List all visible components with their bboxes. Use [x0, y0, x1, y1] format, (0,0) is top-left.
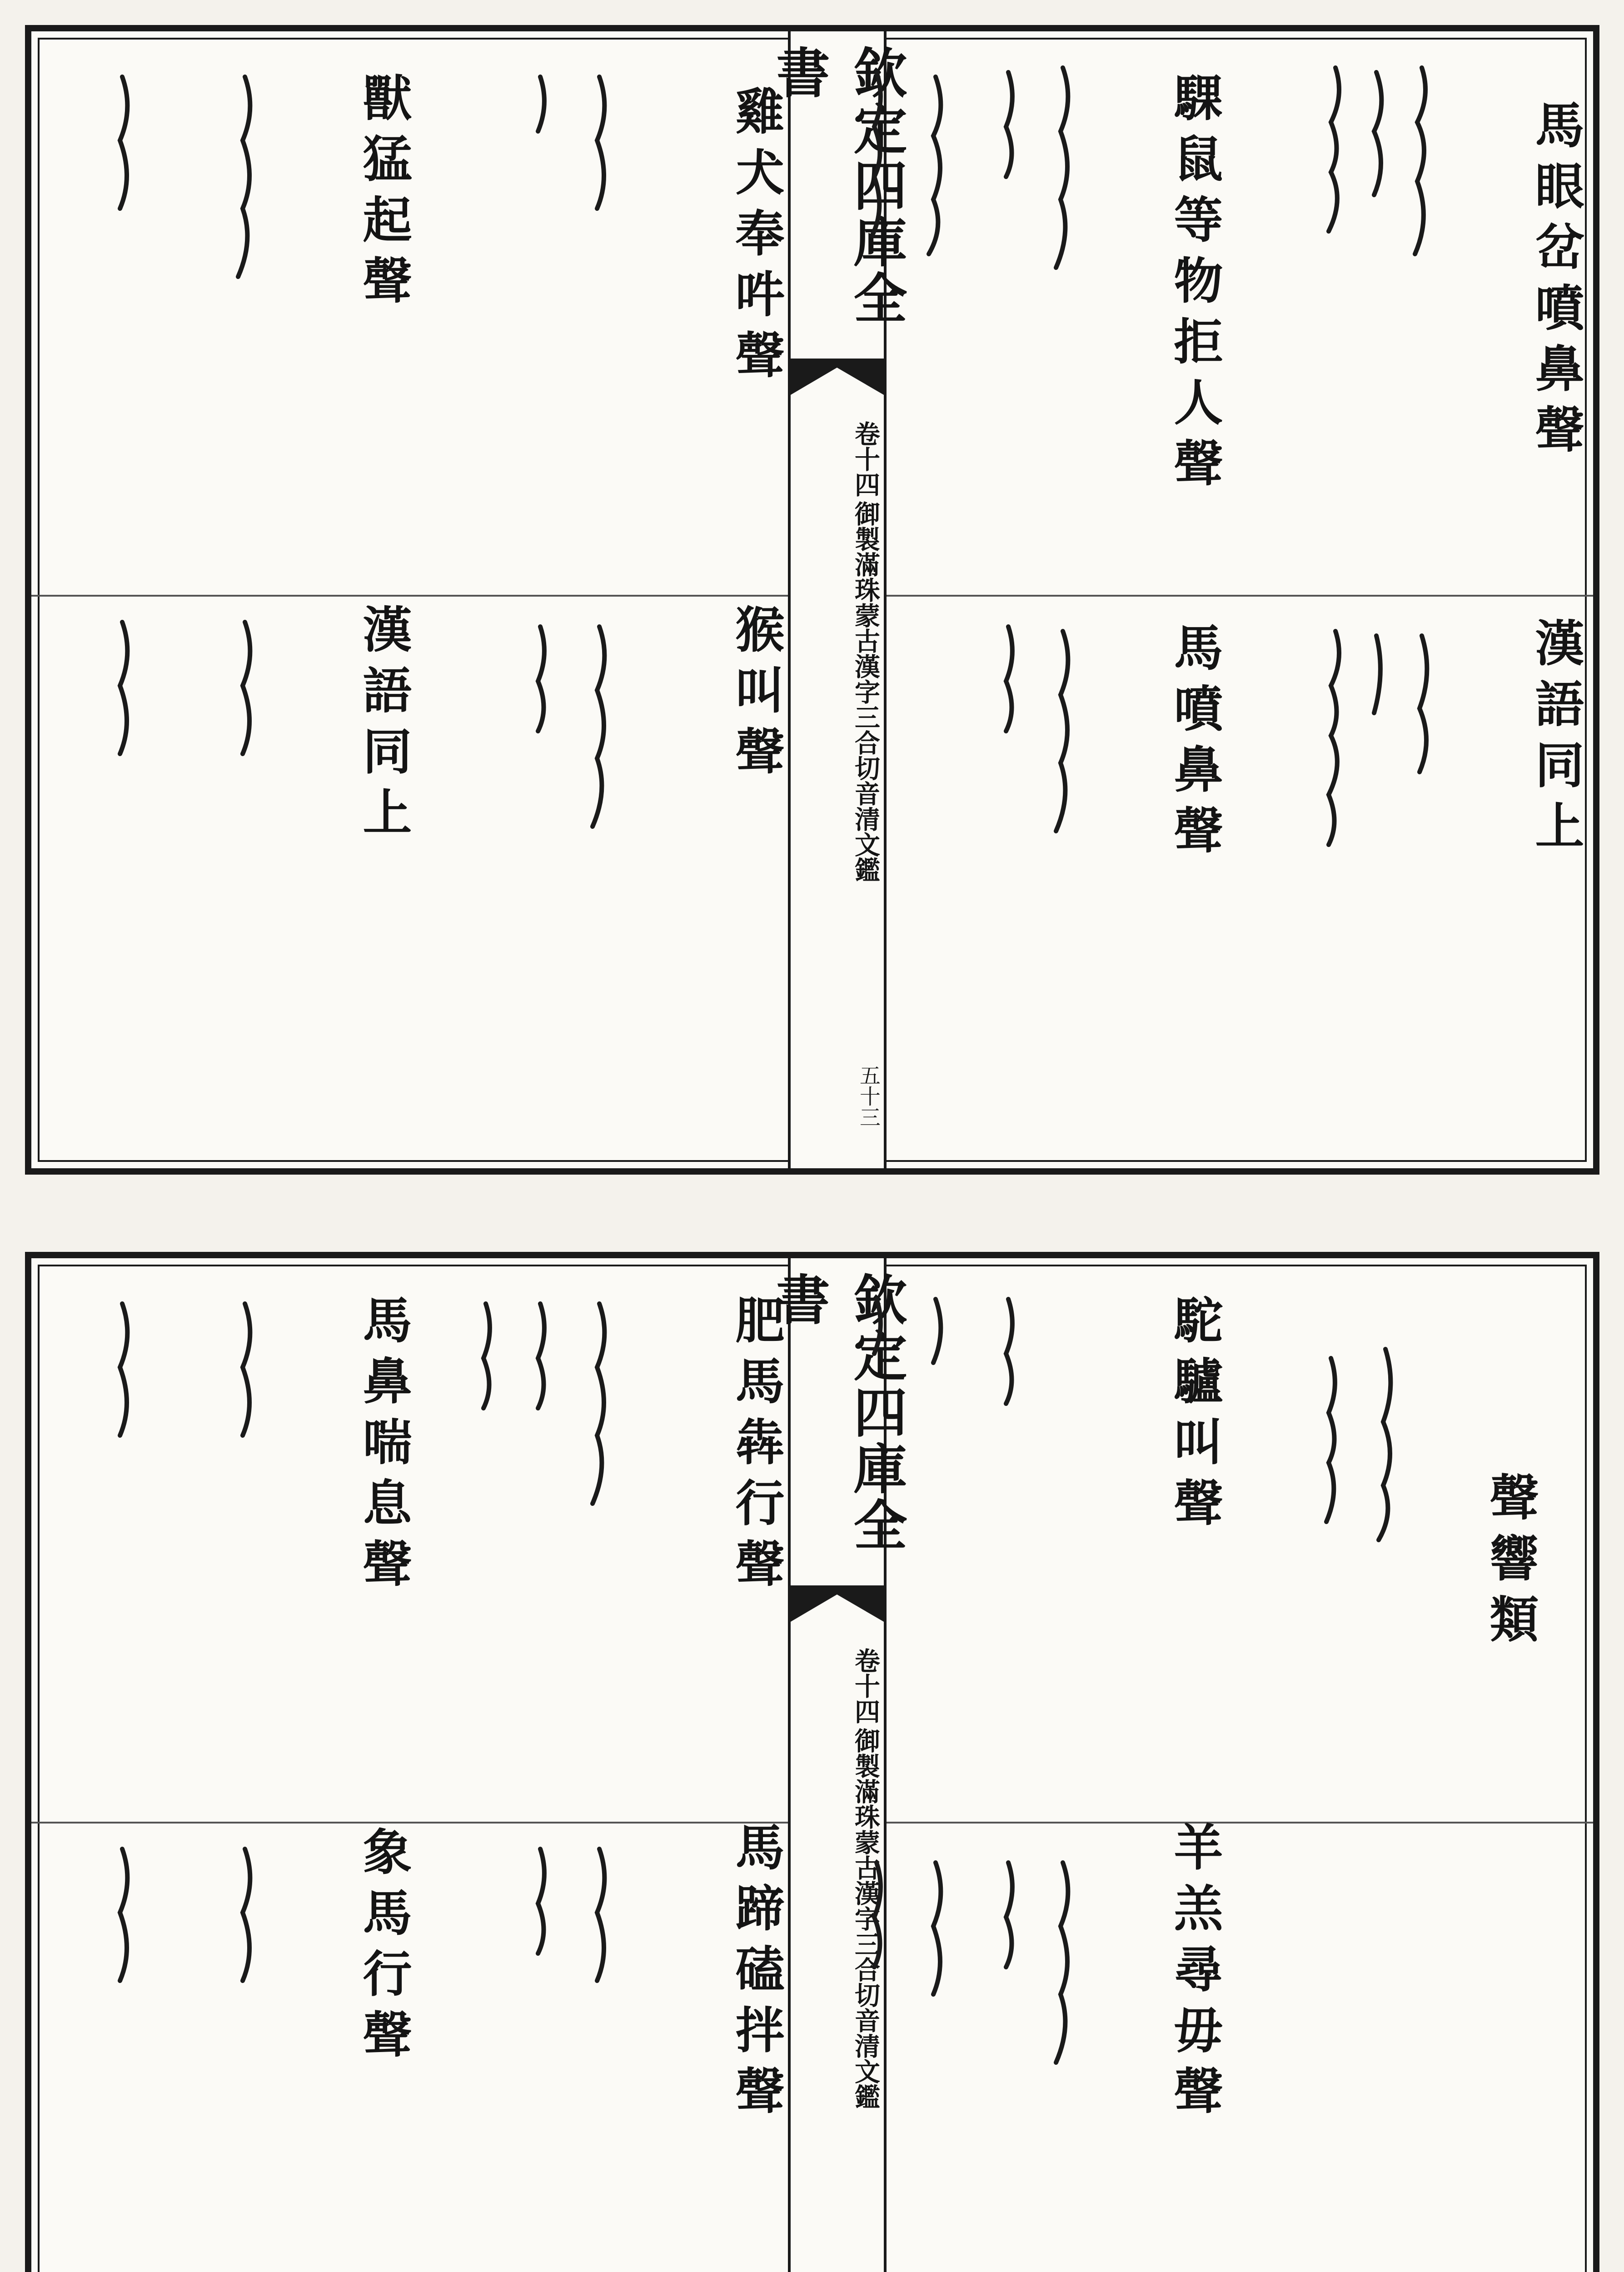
entry-label: 漢語同上: [354, 604, 412, 847]
bottom-strip-title: 欽定四庫全書: [767, 1272, 908, 1554]
entry-label: 猴叫聲: [727, 604, 784, 787]
entry-label: 聲響類: [1481, 1472, 1539, 1654]
entry-label: 肥馬犇行聲: [727, 1295, 784, 1599]
entry-label: 漢語同上: [1527, 618, 1584, 861]
bottom-strip-subtitle: 卷十四 御製滿珠蒙古漢字三合切音清文鑑: [851, 1648, 881, 2109]
manchu-script-columns: [31, 1258, 1593, 2272]
entry-label: 獸猛起聲: [354, 72, 412, 316]
entry-label: 象馬行聲: [354, 1826, 412, 2070]
top-page-number: 五十三: [857, 1065, 881, 1127]
manchu-script-columns: [31, 31, 1593, 1168]
entry-label: 馬噴鼻聲: [1166, 622, 1223, 866]
entry-label: 馬眼岔噴鼻聲: [1527, 100, 1584, 465]
entry-label: 馬鼻喘息聲: [354, 1295, 412, 1599]
bottom-page: [25, 1252, 1599, 2272]
entry-label: 馬蹄磕拌聲: [727, 1822, 784, 2126]
entry-label: 羊羔尋毋聲: [1166, 1822, 1223, 2126]
entry-label: 雞犬奉吽聲: [727, 86, 784, 390]
top-page: [25, 25, 1599, 1175]
top-strip-subtitle: 卷十四 御製滿珠蒙古漢字三合切音清文鑑: [851, 421, 881, 882]
top-strip-title: 欽定四庫全書: [767, 45, 908, 327]
entry-label: 騍鼠等物拒人聲: [1166, 72, 1223, 498]
entry-label: 駝驢叫聲: [1166, 1295, 1223, 1538]
